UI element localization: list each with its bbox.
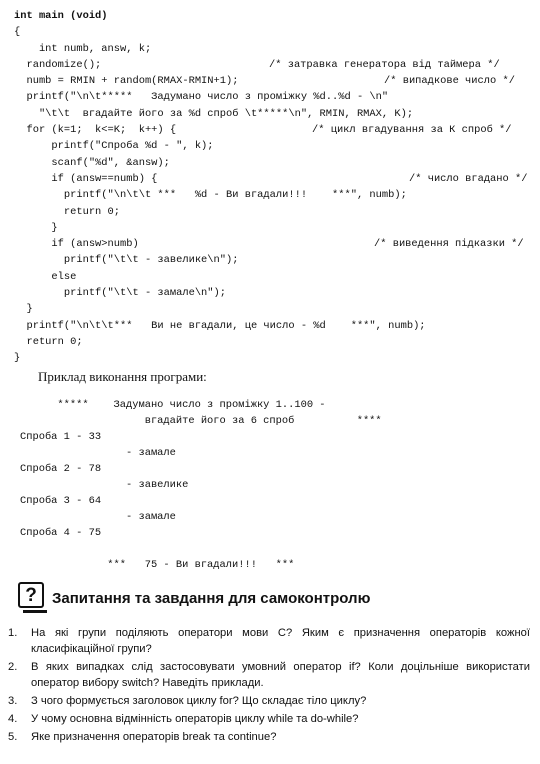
question-icon: ? xyxy=(18,582,44,608)
code-line xyxy=(14,24,534,40)
code-text: printf("\n\t\t *** %d - Ви вгадали!!! ***", numb); xyxy=(14,189,407,202)
code-comment: /* випадкове число */ xyxy=(384,75,515,88)
output-line: Спроба 1 - 33 xyxy=(20,431,102,443)
code-comment: /* виведення підказки */ xyxy=(374,238,524,251)
section-heading: Запитання та завдання для самоконтролю xyxy=(52,590,371,607)
code-line xyxy=(14,318,534,334)
code-text: numb = RMIN + random(RMAX-RMIN+1); xyxy=(14,75,239,88)
code-text: } xyxy=(14,352,21,365)
output-line: - замале xyxy=(20,511,176,523)
output-line: Спроба 4 - 75 xyxy=(20,527,102,539)
code-text: else xyxy=(14,270,77,283)
code-text: printf("Спроба %d - ", k); xyxy=(14,140,214,153)
code-text: { xyxy=(14,26,21,39)
question-number: 4. xyxy=(8,713,18,725)
code-line xyxy=(14,73,534,89)
code-line xyxy=(14,252,534,268)
code-comment: /* число вгадано */ xyxy=(409,172,528,185)
output-line: ***** Задумано число з проміжку 1..100 - xyxy=(20,399,326,411)
code-text: scanf("%d", &answ); xyxy=(14,156,170,169)
code-text: } xyxy=(14,303,33,316)
code-line xyxy=(14,301,534,317)
output-line: Спроба 3 - 64 xyxy=(20,495,102,507)
question-text: На які групи поділяють оператори мови С? Яким є призначення операторів кожної класифікаційної групи? xyxy=(31,627,530,655)
question-item xyxy=(8,693,530,709)
output-line: - завелике xyxy=(20,479,189,491)
question-text: Яке призначення операторів break та continue? xyxy=(31,731,277,743)
code-line xyxy=(14,269,534,285)
code-line xyxy=(14,57,534,73)
output-line: - замале xyxy=(20,447,176,459)
code-line xyxy=(14,285,534,301)
code-comment: /* затравка генератора від таймера */ xyxy=(269,58,500,71)
code-line xyxy=(14,41,534,57)
code-text: int main (void) xyxy=(14,10,108,22)
code-listing xyxy=(14,8,534,367)
code-text: printf("\t\t - замале\n"); xyxy=(14,287,227,300)
code-line xyxy=(14,204,534,220)
code-text: return 0; xyxy=(14,335,83,348)
code-line xyxy=(14,220,534,236)
question-item xyxy=(8,729,530,745)
code-text: int numb, answ, k; xyxy=(14,42,152,55)
code-line xyxy=(14,334,534,350)
code-text: printf("\n\t***** Задумано число з проміжку %d..%d - \n" xyxy=(14,91,389,104)
code-line xyxy=(14,89,534,105)
output-line: Спроба 2 - 78 xyxy=(20,463,102,475)
code-line xyxy=(14,187,534,203)
code-text: printf("\t\t - завелике\n"); xyxy=(14,254,239,267)
code-text: return 0; xyxy=(14,205,121,218)
example-title: Приклад виконання програми: xyxy=(38,369,207,384)
output-line: вгадайте його за 6 спроб **** xyxy=(20,415,382,427)
question-number: 1. xyxy=(8,627,18,639)
code-line xyxy=(14,106,534,122)
question-number: 5. xyxy=(8,731,18,743)
code-line xyxy=(14,350,534,366)
question-item xyxy=(8,659,530,691)
code-text: "\t\t вгадайте його за %d спроб \t*****\n", RMIN, RMAX, K); xyxy=(14,107,414,120)
question-item xyxy=(8,625,530,657)
question-number: 3. xyxy=(8,695,18,707)
program-output xyxy=(20,397,530,573)
output-line: *** 75 - Ви вгадали!!! *** xyxy=(20,559,295,571)
code-line xyxy=(14,155,534,171)
code-line xyxy=(14,122,534,138)
code-text: randomize(); xyxy=(14,58,102,71)
code-line xyxy=(14,171,534,187)
question-text: В яких випадках слід застосовувати умовний оператор if? Коли доцільніше використати оператор вибору switch? Наведіть приклади. xyxy=(31,661,530,689)
code-text: } xyxy=(14,221,58,234)
question-number: 2. xyxy=(8,661,18,673)
code-text: if (answ==numb) { xyxy=(14,172,158,185)
code-text: printf("\n\t\t*** Ви не вгадали, це число - %d ***", numb); xyxy=(14,319,426,332)
questions-list xyxy=(8,625,530,747)
code-comment: /* цикл вгадування за К спроб */ xyxy=(312,124,512,137)
question-text: У чому основна відмінність операторів циклу while та do-while? xyxy=(31,713,359,725)
output-line xyxy=(20,541,530,557)
question-item xyxy=(8,711,530,727)
question-text: З чого формується заголовок циклу for? Що складає тіло циклу? xyxy=(31,695,367,707)
code-text: for (k=1; k<=K; k++) { xyxy=(14,124,177,137)
code-text: if (answ>numb) xyxy=(14,238,139,251)
code-line xyxy=(14,138,534,154)
code-line xyxy=(14,8,534,24)
code-line xyxy=(14,236,534,252)
